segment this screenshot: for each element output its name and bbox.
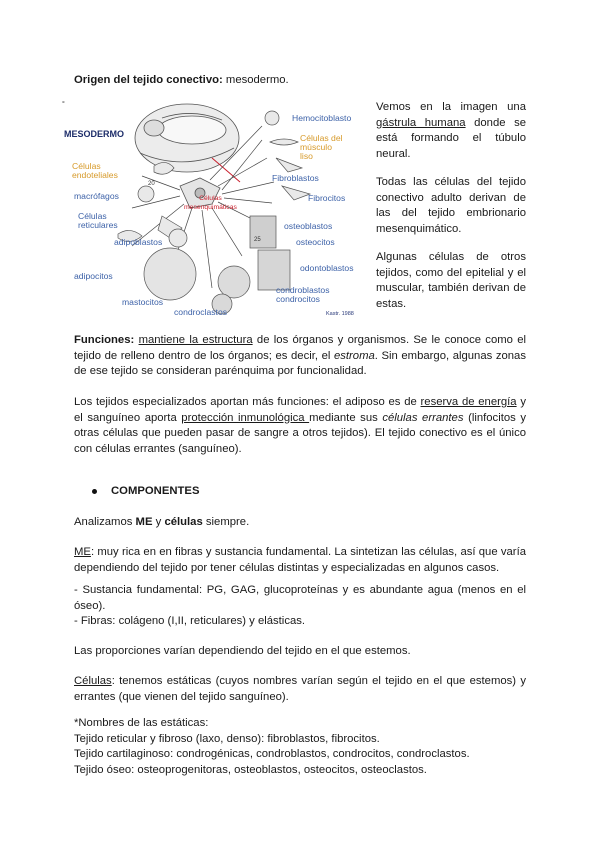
esp-italic: células errantes (382, 411, 464, 424)
label-endoteliales: Células endoteliales (72, 161, 118, 180)
analizamos-t3: siempre. (202, 516, 250, 528)
funciones-italic: estroma (333, 349, 375, 362)
me-label: ME (74, 546, 91, 558)
componentes-title: COMPONENTES (111, 485, 200, 497)
fibras-line: - Fibras: colágeno (I,II, reticulares) y elásticas. (74, 615, 306, 627)
side-p1-a: Vemos en la imagen una (376, 101, 526, 113)
heading-bold: Origen del tejido conectivo: (74, 74, 223, 86)
side-paragraph-3: Algunas células de otros tejidos, como del epitelial y el muscular, también derivan de estas. (376, 251, 526, 310)
label-fibrocitos: Fibrocitos (308, 193, 346, 203)
section-heading (74, 73, 289, 89)
label-osteocitos: osteocitos (296, 237, 335, 247)
label-fibroblastos: Fibroblastos (272, 173, 319, 183)
mesodermo-label: MESODERMO (64, 129, 125, 139)
esp-underlined-1: reserva de energía (420, 396, 517, 408)
especializados-paragraph (74, 395, 526, 457)
analizamos-t2: y (152, 516, 165, 528)
figure-number-20: 20 (148, 181, 155, 187)
esp-text-3: mediante sus (309, 411, 383, 424)
funciones-label: Funciones: (74, 334, 135, 346)
componentes-bullet (92, 484, 200, 500)
figure-number-25: 25 (254, 237, 261, 243)
nombres-title: *Nombres de las estáticas: (74, 717, 209, 729)
celulas-label: Células (74, 675, 112, 687)
proporciones-line: Las proporciones varían dependiendo del tejido en el que estemos. (74, 645, 411, 657)
label-hemocitoblasto: Hemocitoblasto (292, 113, 352, 123)
label-reticulares: Células reticulares (78, 211, 118, 230)
side-p1-underlined: gástrula humana (376, 116, 466, 129)
nombres-line: Tejido cartilaginoso: condrogénicas, condroblastos, condrocitos, condroclastos. (74, 748, 470, 760)
figure-credit: Kastr. 1988 (326, 311, 354, 317)
gastrula-drawing (135, 104, 240, 182)
bullet-icon (92, 489, 97, 494)
label-adipoblastos: adipoblastos (114, 237, 163, 247)
nombres-block (74, 716, 526, 778)
celulas-text: : tenemos estáticas (cuyos nombres varían según el tejido en el que estemos) y errantes (que vienen del tejido sanguíneo). (74, 675, 526, 703)
label-condroblastos: condroblastos condrocitos (276, 285, 330, 304)
sustancia-line: - Sustancia fundamental: PG, GAG, glucoproteínas y es abundante agua (menos en el óseo). (74, 584, 526, 612)
side-p1-b: donde se está formando el túbulo neural. (376, 116, 526, 160)
side-paragraph-1 (376, 100, 526, 162)
me-text: : muy rica en en fibras y sustancia fundamental. La sintetizan las células, así que varía dependiendo del tejido por tener células distintas y especializadas en algunos casos. (74, 546, 526, 574)
analizamos-b2: células (164, 516, 203, 528)
me-paragraph (74, 545, 526, 576)
corner-mark: ° (62, 101, 65, 108)
funciones-underlined: mantiene la estructura (138, 334, 253, 346)
label-condroclastos: condroclastos (174, 307, 228, 317)
side-paragraph-2: Todas las células del tejido conectivo adulto derivan de las del tejido embrionario mesenquimático. (376, 176, 526, 235)
funciones-text-1: de los órganos y organismos. Se le conoce como el tejido de relleno dentro de los órganos; es decir, el (74, 334, 526, 362)
nombres-line: Tejido óseo: osteoprogenitoras, osteoblastos, osteocitos, osteoclastos. (74, 763, 427, 776)
esp-underlined-2: protección inmunológica (181, 411, 310, 424)
label-musculo: Células del músculo liso (300, 133, 343, 161)
label-adipocitos: adipocitos (74, 271, 113, 281)
label-odontoblastos: odontoblastos (300, 263, 354, 273)
analizamos-b1: ME (135, 516, 153, 528)
esp-text-1: Los tejidos especializados aportan más funciones: el adiposo es de (74, 396, 421, 408)
label-macrofagos: macrófagos (74, 191, 119, 201)
label-mesenquimaticas: Células mesenquimáticas (184, 195, 237, 211)
funciones-text-2: . Sin embargo, algunas zonas de ese tejido se consideran parénquima por funcionalidad. (74, 349, 526, 377)
celulas-paragraph (74, 674, 526, 705)
analizamos-line (74, 515, 249, 531)
analizamos-t1: Analizamos (74, 516, 136, 528)
esp-text-4: (linfocitos y otras células que pueden pasar de sangre a otros tejidos). El tejido conectivo es el único con células errantes (sanguíneo). (74, 411, 526, 455)
mesoderm-diagram (62, 98, 368, 320)
nombres-line: Tejido reticular y fibroso (laxo, denso): fibroblastos, fibrocitos. (74, 732, 380, 745)
esp-text-2: y el sanguíneo aporta (74, 396, 526, 424)
funciones-paragraph (74, 333, 526, 380)
label-osteoblastos: osteoblastos (284, 221, 333, 231)
label-mastocitos: mastocitos (122, 297, 164, 307)
heading-rest: mesodermo. (222, 74, 289, 86)
